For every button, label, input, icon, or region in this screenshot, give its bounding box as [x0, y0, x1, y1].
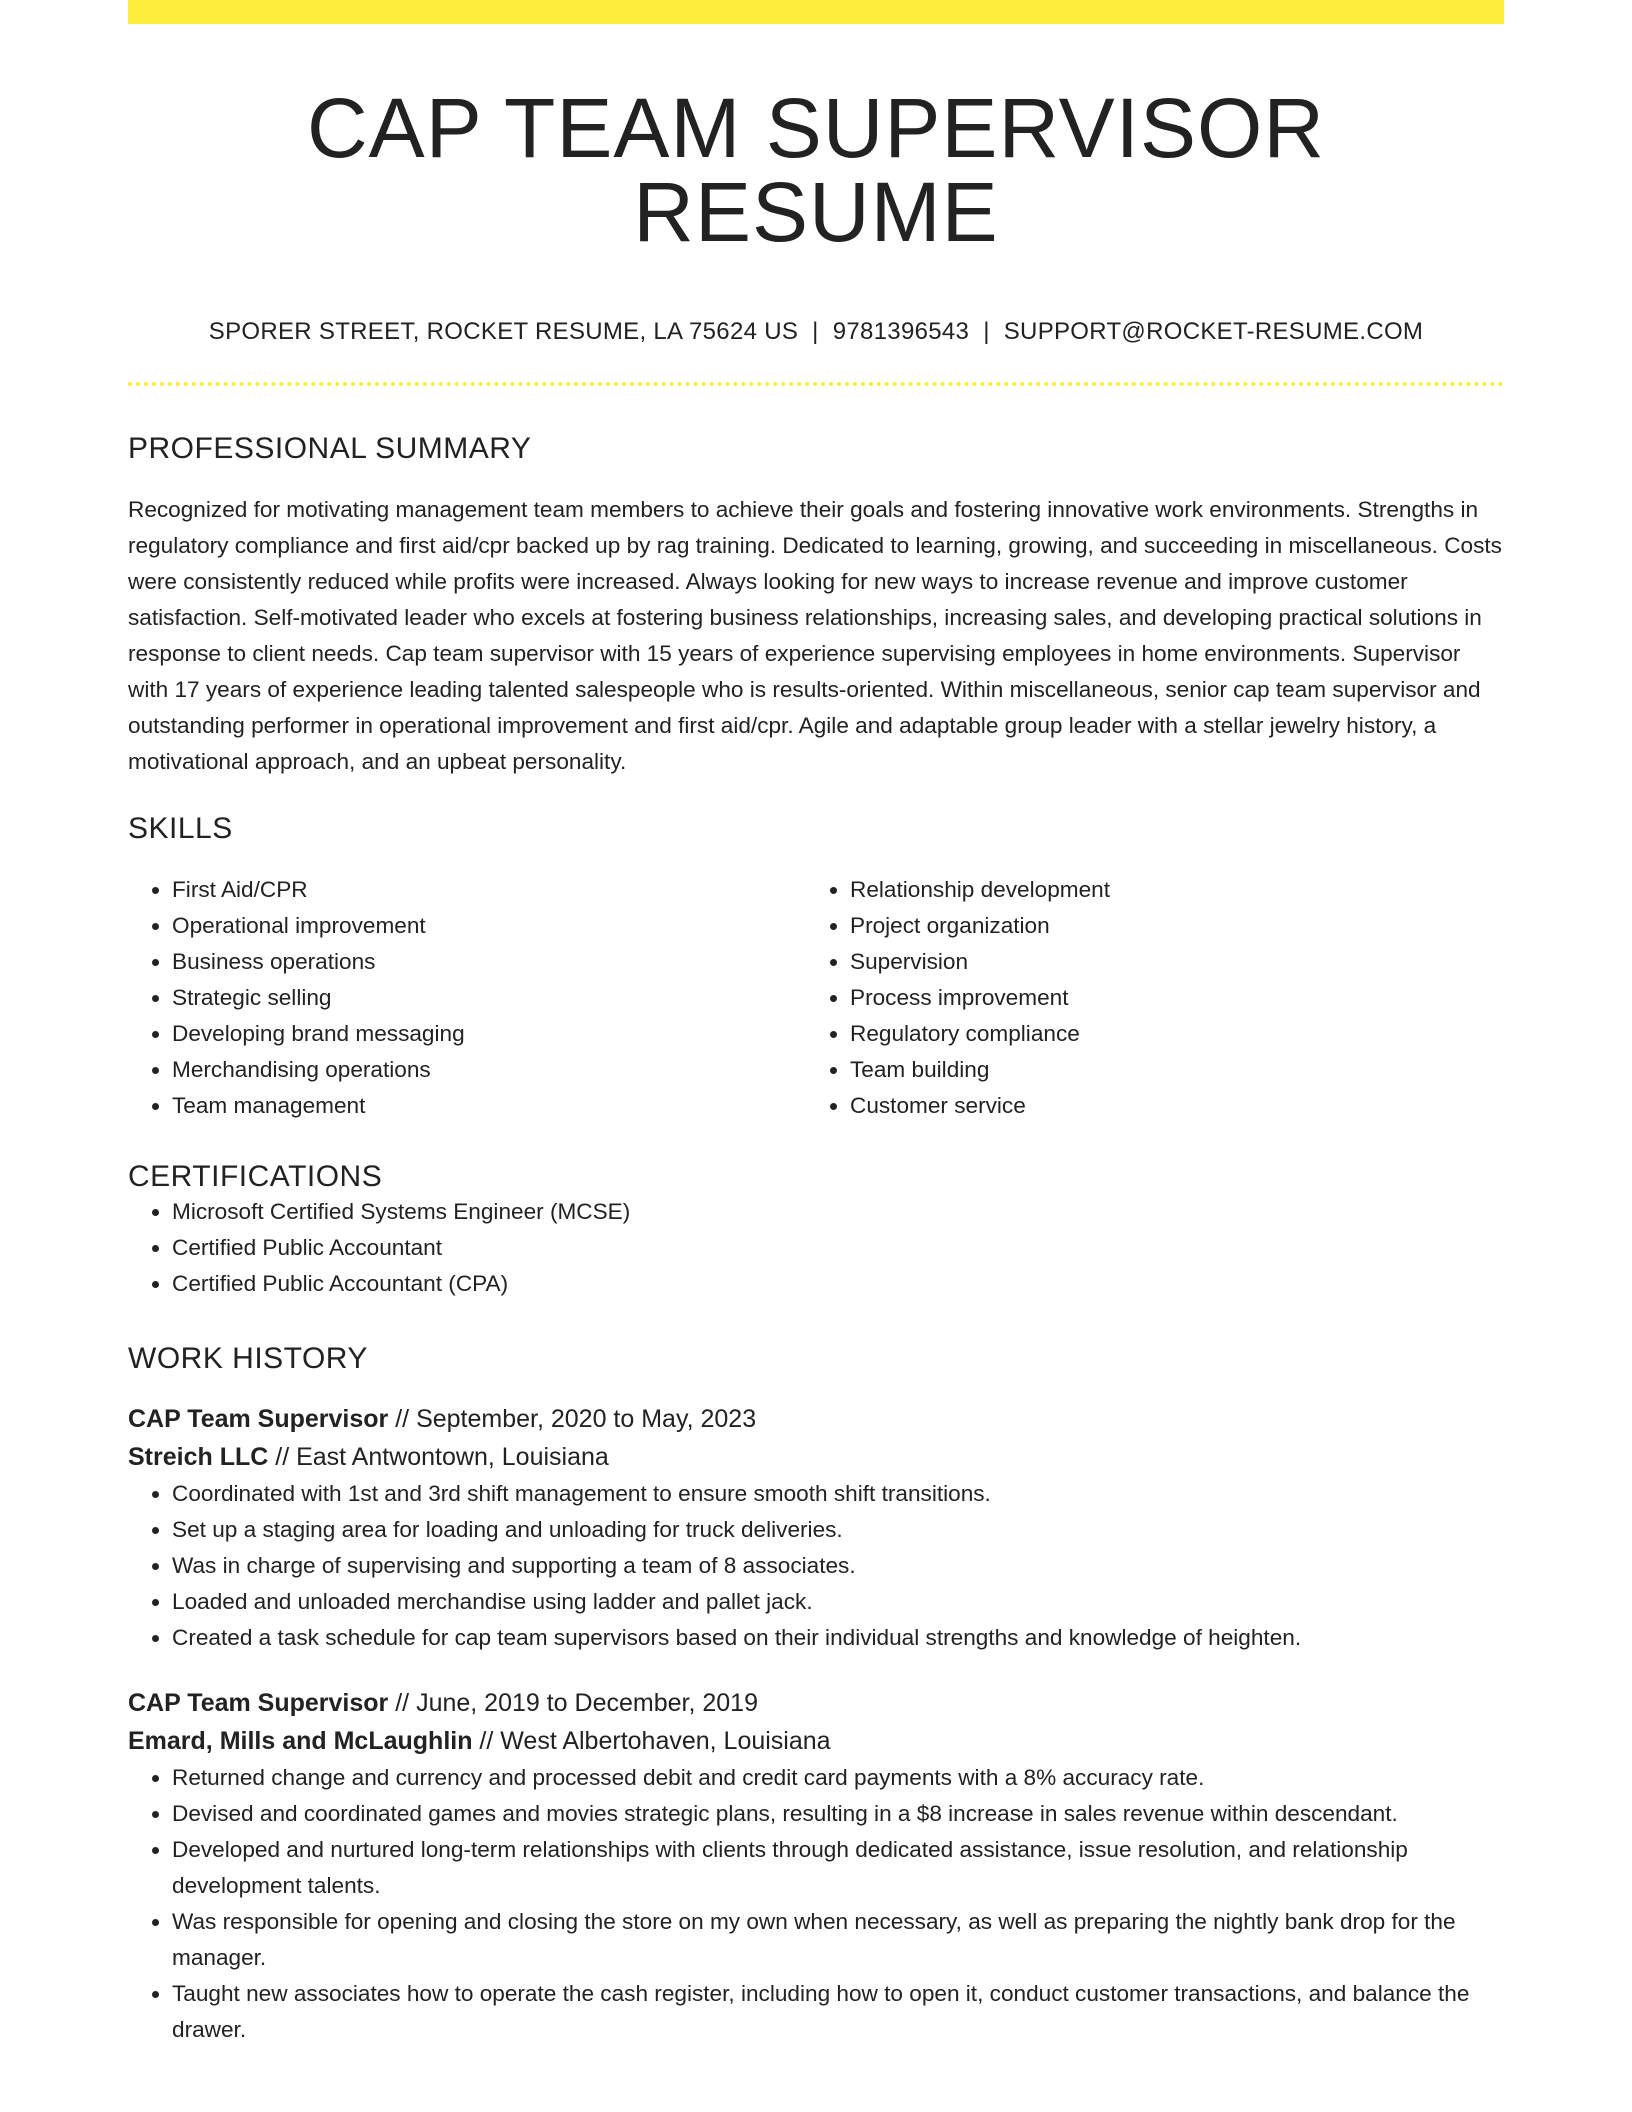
skill-item: • Business operations	[172, 944, 806, 980]
skills-list-right	[806, 872, 1504, 1124]
job-bullet: • Returned change and currency and processed debit and credit card payments with a 8% accuracy rate.	[172, 1760, 1504, 1796]
job-company: Emard, Mills and McLaughlin	[128, 1727, 473, 1755]
job-company: Streich LLC	[128, 1443, 269, 1471]
work-history-heading: WORK HISTORY	[128, 1342, 368, 1375]
summary-text: Recognized for motivating management team members to achieve their goals and fostering innovative work environments. Strengths in regulatory compliance and first aid/cpr backed up by rag training. Dedicated to learning, growing, and succeeding in miscellaneous. Costs were consistently reduced while profits were increased. Always looking for new ways to increase revenue and improve customer satisfaction. Self-motivated leader who excels at fostering business relationships, increasing sales, and developing practical solutions in response to client needs. Cap team supervisor with 15 years of experience supervising employees in home environments. Supervisor with 17 years of experience leading talented salespeople who is results-oriented. Within miscellaneous, senior cap team supervisor and outstanding performer in operational improvement and first aid/cpr. Agile and adaptable group leader with a stellar jewelry history, a motivational approach, and an upbeat personality.	[128, 497, 1502, 774]
job-company-line	[128, 1438, 1504, 1476]
contact-separator: |	[983, 318, 990, 345]
resume-page	[128, 0, 1504, 2048]
job-bullet: • Taught new associates how to operate the cash register, including how to open it, conduct customer transactions, and balance the drawer.	[172, 1976, 1504, 2048]
certification-item: • Microsoft Certified Systems Engineer (MCSE)	[172, 1194, 1504, 1230]
job-bullet: • Coordinated with 1st and 3rd shift management to ensure smooth shift transitions.	[172, 1476, 1504, 1512]
skill-item: • Operational improvement	[172, 908, 806, 944]
skill-item: • Developing brand messaging	[172, 1016, 806, 1052]
job-bullet: • Loaded and unloaded merchandise using ladder and pallet jack.	[172, 1584, 1504, 1620]
dotted-divider	[128, 382, 1504, 386]
certifications-heading: CERTIFICATIONS	[128, 1160, 383, 1193]
contact-separator: |	[812, 318, 819, 345]
job-bullet: • Was responsible for opening and closing the store on my own when necessary, as well as preparing the nightly bank drop for the manager.	[172, 1904, 1504, 1976]
skill-item: • Supervision	[850, 944, 1504, 980]
contact-phone: 9781396543	[832, 318, 970, 345]
job-location: // East Antwontown, Louisiana	[268, 1443, 609, 1471]
skill-item: • Project organization	[850, 908, 1504, 944]
job-title-line	[128, 1684, 1504, 1722]
job-bullets	[128, 1760, 1504, 2048]
job-dates: // June, 2019 to December, 2019	[388, 1689, 758, 1717]
contact-address: SPORER STREET, ROCKET RESUME, LA 75624 US	[208, 318, 799, 345]
skill-item: • Customer service	[850, 1088, 1504, 1124]
skills-heading: SKILLS	[128, 812, 233, 845]
skill-item: • Relationship development	[850, 872, 1504, 908]
certification-item: • Certified Public Accountant (CPA)	[172, 1266, 1504, 1302]
resume-title: CAP TEAM SUPERVISOR RESUME	[307, 81, 1325, 259]
job-dates: // September, 2020 to May, 2023	[388, 1405, 757, 1433]
skill-item: • Merchandising operations	[172, 1052, 806, 1088]
job-bullet: • Was in charge of supervising and supporting a team of 8 associates.	[172, 1548, 1504, 1584]
skill-item: • Process improvement	[850, 980, 1504, 1016]
skill-item: • Regulatory compliance	[850, 1016, 1504, 1052]
skill-item: • First Aid/CPR	[172, 872, 806, 908]
job-company-line	[128, 1722, 1504, 1760]
skill-item: • Team building	[850, 1052, 1504, 1088]
job-entry	[128, 1684, 1504, 2048]
job-title-line	[128, 1400, 1504, 1438]
job-bullet: • Created a task schedule for cap team supervisors based on their individual strengths and knowledge of heighten.	[172, 1620, 1504, 1656]
job-bullet: • Set up a staging area for loading and unloading for truck deliveries.	[172, 1512, 1504, 1548]
job-title: CAP Team Supervisor	[128, 1689, 389, 1717]
skills-grid	[128, 872, 1504, 1124]
certification-item: • Certified Public Accountant	[172, 1230, 1504, 1266]
skills-list-left	[128, 872, 806, 1124]
job-bullet: • Devised and coordinated games and movies strategic plans, resulting in a $8 increase in sales revenue within descendant.	[172, 1796, 1504, 1832]
summary-heading: PROFESSIONAL SUMMARY	[128, 432, 532, 465]
job-title: CAP Team Supervisor	[128, 1405, 389, 1433]
job-bullet: • Developed and nurtured long-term relationships with clients through dedicated assistance, issue resolution, and relationship development talents.	[172, 1832, 1504, 1904]
skill-item: • Strategic selling	[172, 980, 806, 1016]
skill-item: • Team management	[172, 1088, 806, 1124]
job-bullets	[128, 1476, 1504, 1656]
certifications-list	[128, 1194, 1504, 1302]
contact-line	[128, 318, 1504, 346]
top-accent-bar	[128, 0, 1504, 24]
job-entry	[128, 1400, 1504, 1656]
job-location: // West Albertohaven, Louisiana	[472, 1727, 831, 1755]
contact-email: SUPPORT@ROCKET-RESUME.COM	[1003, 318, 1424, 345]
